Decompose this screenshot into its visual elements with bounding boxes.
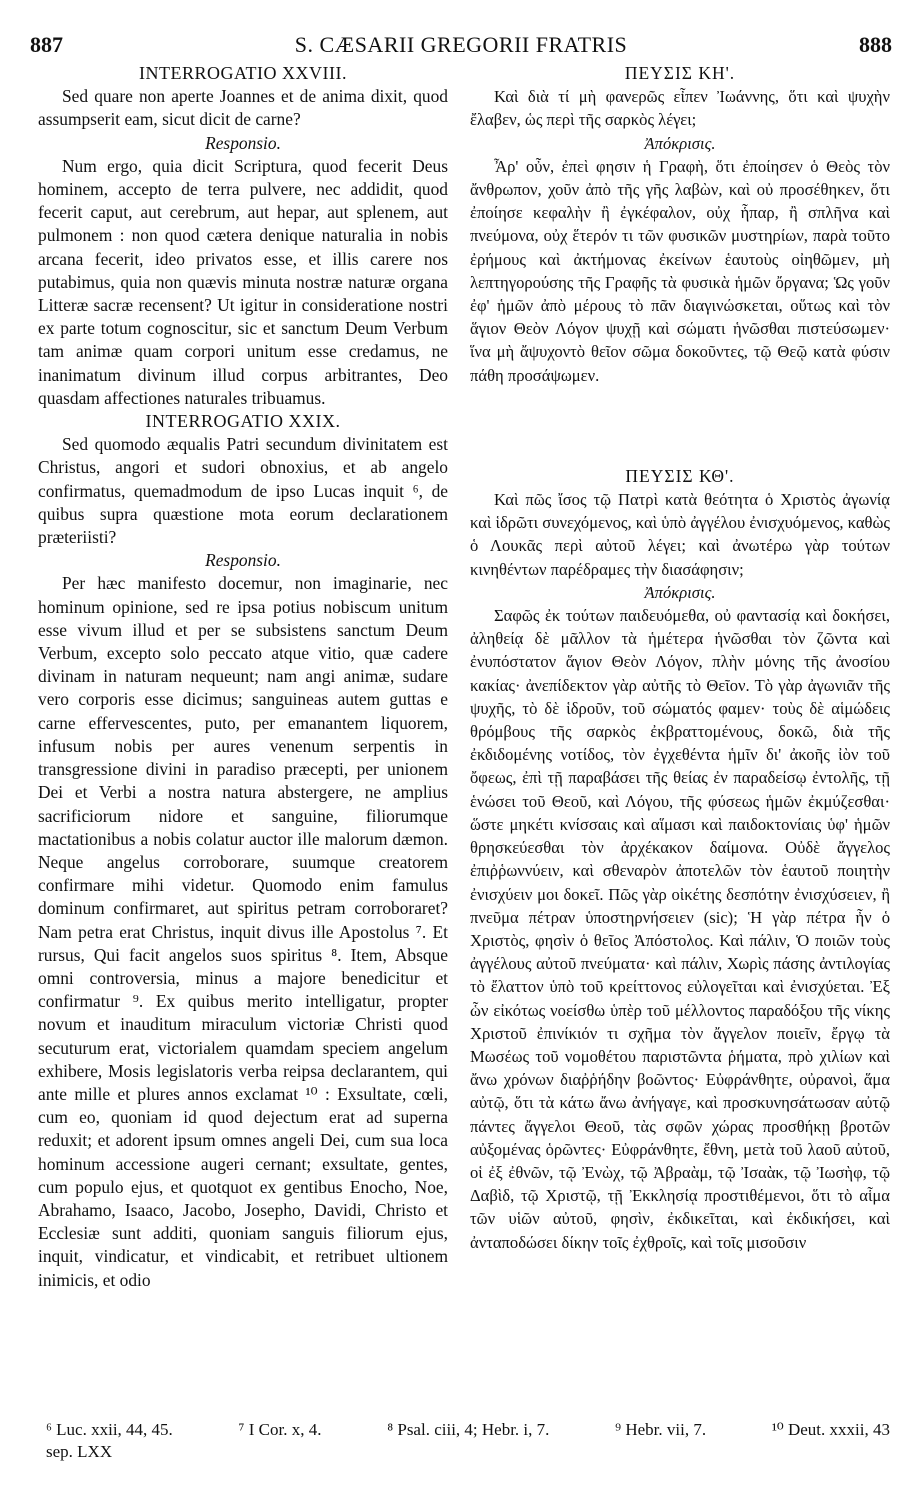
column-gap — [470, 387, 890, 465]
latin-answer-29: Per hæc manifesto docemur, non imaginarie, nec hominum opinione, sed re ipsa potius nobiscum unitum esse vivum illud et per se subsistens sanctum Deum Verbum, excepto solo peccato atque vitio, quæ cadere divinam in naturam nequeunt; nam angi animæ, sudare vero corporis esse dicimus; sanguineas autem guttas e carne effervescentes, puto, per emanantem liquorem, infusum nobis per aures venenum serpentis in transgressione divini in paradiso præcepti, per unionem Dei et Verbi a nostra natura abstergere, ne amplius sacrificiorum nidore et sanguine, filiorumque mactationibus a nobis colatur auctor ille malorum dæmon. Neque angelus corroborare, suumque creatorem confirmare mihi videtur. Quomodo enim famulus dominum confirmaret, aut spiritus petram corroboraret? Nam petra erat Christus, inquit divus ille Apostolus ⁷. Et rursus, Qui facit angelos suos spiritus ⁸. Item, Absque omni controversia, minus a majore benedicitur et confirmatur ⁹. Ex quibus merito intelligatur, propter novum et inauditum miraculum victoriæ Christi quod secuturum erat, victorialem quamdam speciem angelum exhibere, Mosis legislatoris verba reipsa declarantem, qui ante mille et plures annos exclamat ¹⁰ : Exsultate, cœli, cum eo, quoniam id quod dejectum erat ad superna reduxit; et adorent ipsum omnes angeli Dei, cum sua loca hominum accessione augeri cernant; exsultate, gentes, cum populo ejus, et quotquot ex gentibus Enocho, Noe, Abrahamo, Isaaco, Jacobo, Josepho, Davidi, Christo et Ecclesiæ sunt additi, quoniam sanguis filiorum ejus, inquit, vindicatur, et vindicabit, et retribuet ultionem inimicis, et odio — [38, 573, 448, 1290]
latin-heading-28: INTERROGATIO XXVIII. — [139, 63, 347, 83]
running-header — [30, 32, 892, 62]
latin-column — [38, 62, 448, 1292]
latin-responsio-label-29: Responsio. — [205, 550, 281, 571]
footnote-line — [46, 1419, 890, 1441]
greek-heading-29: ΠΕΥΣΙΣ ΚΘ'. — [625, 465, 735, 486]
footnote-10: ¹⁰ Deut. xxxii, 43 — [771, 1420, 890, 1439]
footnote-6: ⁶ Luc. xxii, 44, 45. — [46, 1420, 173, 1439]
greek-answer-28: Ἆρ' οὖν, ἐπεὶ φησιν ἡ Γραφὴ, ὅτι ἐποίησεν ὁ Θεὸς τὸν ἄνθρωπον, χοῦν ἀπὸ τῆς γῆς λαβὼν, καὶ οὐ προσέθηκεν, ὅτι ἐποίησε κεφαλὴν ἢ ἐγκέφαλον, οὐχ ἧπαρ, ἢ σπλῆνα καὶ πνεύμονα, οὐχ ἕτερόν τι τῶν φυσικῶν μυστηρίων, παρὰ τοῦτο ἐρήμους καὶ ἀκτήμονας ἐκείνων ἑαυτοὺς οἰηθῶμεν, μὴ λεπτηγορούσης τῆς Γραφῆς τὰ φυσικὰ ἡμῶν ὄργανα; Ὡς γοῦν ἐφ' ἡμῶν ἀπὸ μέρους τὸ πᾶν διαγινώσκεται, οὕτως καὶ τὸν ἅγιον Θεὸν Λόγον ψυχῇ καὶ σώματι ἡνῶσθαι πιστεύσωμεν· ἵνα μὴ ἄψυχοντὸ θεῖον σῶμα δοκοῦντες, τῷ Θεῷ κατὰ φύσιν πάθη προσάψωμεν. — [470, 156, 890, 385]
footnote-continuation: sep. LXX — [46, 1442, 113, 1461]
greek-apokrisis-label-28: Ἀπόκρισις. — [644, 133, 716, 153]
latin-responsio-label-28: Responsio. — [205, 132, 281, 153]
latin-heading-29: INTERROGATIO XXIX. — [145, 411, 341, 432]
greek-answer-29: Σαφῶς ἐκ τούτων παιδευόμεθα, οὐ φαντασίᾳ καὶ δοκήσει, ἀληθείᾳ δὲ μᾶλλον τὰ ἡμέτερα ἡνῶσθαι τὸν ζῶντα καὶ ἐνυπόστατον ἅγιον Θεὸν Λόγον, πλὴν μόνης τῆς ἀνοσίου κακίας· ἀνεπίδεκτον γὰρ αὐτῆς τὸ Θεῖον. Τὸ γὰρ ἀγωνιᾶν τῆς ψυχῆς, τὸ δὲ ἱδροῦν, τοῦ σώματός φαμεν· τοὺς δὲ αἱμώδεις θρόμβους τῆς σαρκὸς ἐκβραττομένους, δοκῶ, διὰ τῆς ἐκδιδομένης νοτίδος, τὸν ἐγχεθέντα ἡμῖν δι' ἀκοῆς ἰὸν τοῦ ὄφεως, ἐπὶ τῇ παραβάσει τῆς θείας ἐν παραδείσῳ ἐντολῆς, τῇ ἑνώσει τοῦ Θεοῦ, καὶ Λόγου, τῆς φύσεως ἡμῶν ἐκμύζεσθαι· ὥστε μηκέτι κνίσσαις καὶ αἵμασι καὶ παιδοκτονίαις ὑφ' ἡμῶν θρησκεύεσθαι τὸν ἀρχέκακον δαίμονα. Οὐδὲ ἄγγελος ἐπιῤῥωννύειν, καὶ σθεναρὸν ἀποτελῶν τὸν ἑαυτοῦ ποιητὴν ἐνισχύειν μοι δοκεῖ. Πῶς γὰρ οἰκέτης δεσπότην ἐνισχύσειεν, ἢ πνεῦμα πέτραν ὑποστηρνήσειεν (sic); Ἡ γὰρ πέτρα ἦν ὁ Χριστὸς, φησὶν ὁ θεῖος Ἀπόστολος. Καὶ πάλιν, Ὁ ποιῶν τοὺς ἀγγέλους αὐτοῦ πνεύματα· καὶ πάλιν, Χωρὶς πάσης ἀντιλογίας τὸ ἔλαττον ὑπὸ τοῦ κρείττονος εὐλογεῖται καὶ ἐνισχύεται. Ἐξ ὧν εἰκότως νοείσθω ὑπὲρ τοῦ μέλλοντος παραδόξου τῆς νίκης Χριστοῦ ἐπινίκιόν τι σχῆμα τὸν ἄγγελον ποιεῖν, ἔργῳ τὰ Μωσέως τοῦ νομοθέτου παριστῶντα ῥήματα, πρὸ χιλίων καὶ ἄνω χρόνων διαῤῥήδην βοῶντος· Εὐφράνθητε, οὐρανοὶ, ἅμα αὐτῷ, ὅτι τὰ κάτω ἄνω ἀνήγαγε, καὶ προσκυνησάτωσαν αὐτῷ πάντες ἄγγελοι Θεοῦ, τὰς σφῶν χώρας προσθήκῃ βροτῶν αὐξομένας ὁρῶντες· Εὐφράνθητε, ἔθνη, μετὰ τοῦ λαοῦ αὐτοῦ, οἱ ἐξ ἐθνῶν, τῷ Ἐνὼχ, τῷ Ἀβραὰμ, τῷ Ἰσαὰκ, τῷ Ἰωσὴφ, τῷ Δαβὶδ, τῷ Χριστῷ, τῇ Ἐκκλησίᾳ προστιθέμενοι, ὅτι τὸ αἷμα τῶν υἱῶν αὐτοῦ, φησὶν, ἐκδικεῖται, καὶ ἐκδικήσει, καὶ ἀνταποδώσει δίκην τοῖς ἐχθροῖς, καὶ τοῖς μισοῦσιν — [470, 606, 890, 1252]
footnote-9: ⁹ Hebr. vii, 7. — [615, 1420, 707, 1439]
greek-question-28: Καὶ διὰ τί μὴ φανερῶς εἶπεν Ἰωάννης, ὅτι καὶ ψυχὴν ἔλαβεν, ὡς περὶ τῆς σαρκὸς λέγει; — [470, 87, 890, 130]
latin-question-28: Sed quare non aperte Joannes et de anima dixit, quod assumpserit eam, sicut dicit de carne? — [38, 86, 448, 130]
running-title: S. CÆSARII GREGORII FRATRIS — [294, 32, 628, 57]
greek-question-29: Καὶ πῶς ἴσος τῷ Πατρὶ κατὰ θεότητα ὁ Χριστὸς ἀγωνίᾳ καὶ ἱδρῶτι συνεχόμενος, καὶ ὑπὸ ἀγγέλου ἐνισχυόμενος, καθὼς ὁ Λουκᾶς περὶ αὐτοῦ λέγει; καὶ ἀνωτέρω γὰρ τούτων κινηθέντων παρέδραμες τὴν διασάφησιν; — [470, 490, 890, 579]
footnote-8: ⁸ Psal. ciii, 4; Hebr. i, 7. — [387, 1420, 550, 1439]
page-number-left: 887 — [30, 32, 63, 57]
greek-apokrisis-label-29: Ἀπόκρισις. — [644, 582, 716, 602]
greek-column — [470, 62, 890, 1254]
latin-question-29: Sed quomodo æqualis Patri secundum divinitatem est Christus, angori et sudori obnoxius, et ab angelo confirmatus, quemadmodum de ipso Lucas inquit ⁶, de quibus supra quæstione mota eorum declarationem præteriisti? — [38, 434, 448, 548]
greek-heading-28: ΠΕΥΣΙΣ ΚΗ'. — [624, 63, 736, 83]
footnote-7: ⁷ I Cor. x, 4. — [238, 1420, 322, 1439]
latin-answer-28: Num ergo, quia dicit Scriptura, quod fecerit Deus hominem, accepto de terra pulvere, nec addidit, quod fecerit caput, aut cerebrum, aut hepar, aut splenem, aut pulmonem : non quod cætera denique naturalia in nobis arcana fecerit, ideo privatos esse, et illis carere nos putabimus, quia non quævis minuta nostræ naturæ organa Litteræ sacræ recensent? Ut igitur in consideratione nostri ex parte totum cognoscitur, sic et sanctum Deum Verbum tam animæ quam corpori unitum esse credamus, ne inanimatum divinum illud corpus arbitrantes, Deo quasdam affectiones naturales tribuamus. — [38, 155, 448, 408]
page-number-right: 888 — [859, 32, 892, 57]
footnotes — [46, 1419, 890, 1463]
